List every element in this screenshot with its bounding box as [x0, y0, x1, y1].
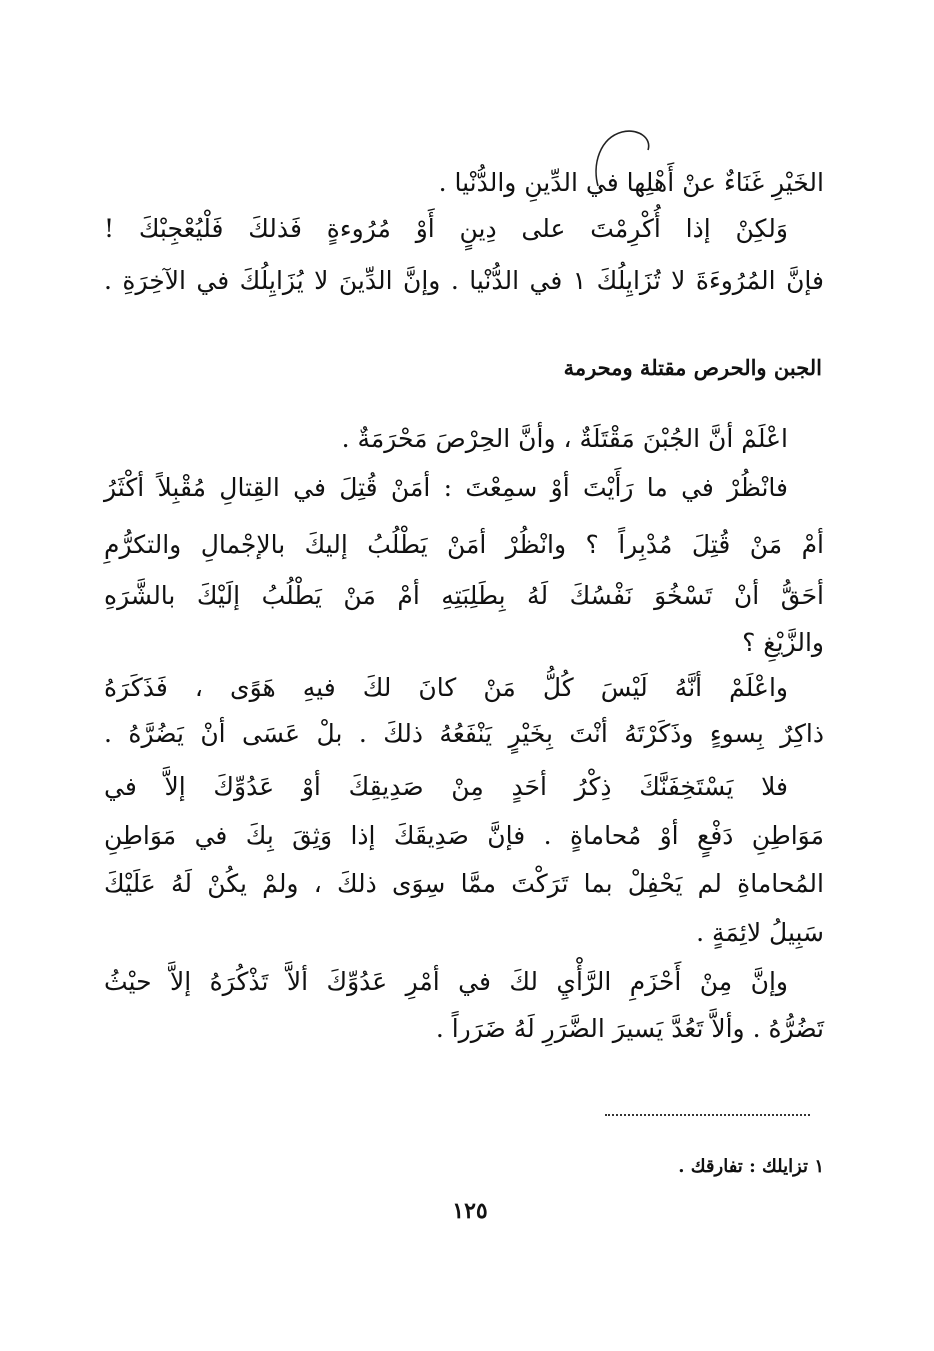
paragraph-2-line-1: فانْظُرْ في ما رَأَيْتَ أوْ سمِعْتَ : أمَنْ قُتِلَ في القِتالِ مُقْبِلاً أكْثَرُ — [104, 473, 788, 502]
paragraph-1-line-1: اعْلَمْ أنَّ الجُبْنَ مَقْتَلَةٌ ، وأنَّ الحِرْصَ مَحْرَمَةٌ . — [341, 424, 788, 453]
paragraph-4-line-1: فلا يَسْتَخِفَنَّكَ ذِكْرُ أحَدٍ مِنْ صَدِيقِكَ أوْ عَدُوِّكَ إلاَّ في — [104, 772, 788, 801]
paragraph-4-line-2: مَوَاطِنِ دَفْعٍ أوْ مُحاماةٍ . فإنَّ صَدِيقَكَ إذا وَثِقَ بِكَ في مَوَاطِنِ — [104, 821, 824, 850]
paragraph-2-line-2: أمْ مَنْ قُتِلَ مُدْبِراً ؟ وانْظُرْ أمَنْ يَطْلُبُ إليكَ بالإجْمالِ والتكرُّمِ — [104, 530, 824, 559]
footnote-divider — [605, 1114, 810, 1116]
intro-line-3: فإنَّ المُرُوءَةَ لا تُزَايِلُكَ ١ في الدُّنْيا . وإنَّ الدِّينَ لا يُزَايِلُكَ في الآخِرَةِ . — [104, 266, 824, 295]
footnote: ١ تزايلك : تفارقك . — [678, 1156, 824, 1177]
paragraph-5-line-1: وإنَّ مِنْ أَحْزَمِ الرَّأْيِ لكَ في أمْرِ عَدُوِّكَ ألاَّ تَذْكُرَهُ إلاَّ حيْثُ — [104, 967, 788, 996]
section-title: الجبن والحرص مقتلة ومحرمة — [563, 355, 822, 380]
paragraph-4-line-3: المُحاماةِ لم يَحْفِلْ بما تَرَكْتَ ممَّا سِوَى ذلكَ ، ولمْ يكُنْ لَهُ عَلَيْكَ — [104, 869, 824, 898]
intro-line-1: الخَيْرِ غَنَاءٌ عنْ أَهْلِها في الدِّينِ والدُّنْيا . — [438, 168, 824, 197]
paragraph-4-line-4: سَبِيلُ لائِمَةٍ . — [696, 918, 824, 947]
page-number: ١٢٥ — [452, 1198, 488, 1224]
paragraph-3-line-2: ذاكِرٌ بِسوءٍ وذَكَرْتَهُ أنْتَ بِخَيْرٍ يَنْفَعُهُ ذلكَ . بلْ عَسَى أنْ يَضُرَّهُ . — [104, 719, 824, 748]
intro-line-2: وَلكِنْ إذا أُكْرِمْتَ على دِينٍ أَوْ مُرُوءةٍ فَذلكَ فَلْيُعْجِبْكَ ! — [104, 214, 788, 243]
paragraph-2-line-3: أحَقُّ أنْ تَسْخُوَ نَفْسُكَ لَهُ بِطَلِبَتِهِ أمْ مَنْ يَطْلُبُ إلَيْكَ بالشَّرَهِ — [104, 581, 824, 610]
paragraph-3-line-1: واعْلَمْ أنَّهُ لَيْسَ كُلُّ مَنْ كانَ لكَ فيهِ هَوًى ، فَذَكَرَهُ — [104, 673, 788, 702]
paragraph-2-line-4: والزَّيْغِ ؟ — [742, 628, 824, 657]
paragraph-5-line-2: تَضُرُّهُ . وألاَّ تَعُدَّ يَسيرَ الضَّرَرِ لَهُ ضَرَراً . — [435, 1014, 824, 1043]
